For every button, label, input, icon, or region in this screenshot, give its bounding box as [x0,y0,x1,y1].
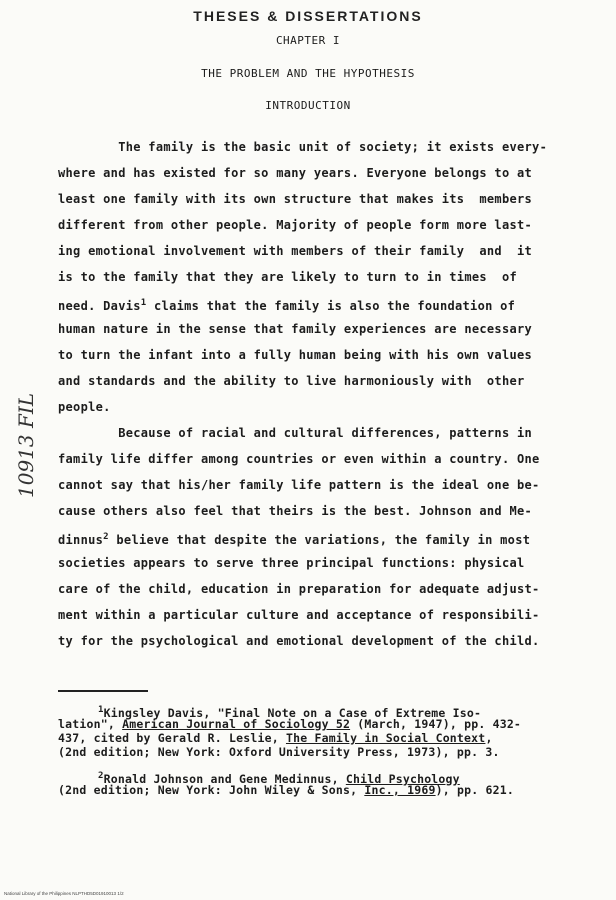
footnote-text: 437, cited by Gerald R. Leslie, [58,731,286,745]
footnote-1-line: (2nd edition; New York: Oxford University Press, 1973), pp. 3. [58,745,500,759]
footnote-2-line [58,784,514,797]
theses-dissertations-stamp: THESES & DISSERTATIONS [193,8,423,24]
paragraph-line: Because of racial and cultural differences, patterns in [58,426,533,440]
footnote-1-line [58,732,493,745]
paragraph-line: different from other people. Majority of people form more last- [58,218,533,232]
paragraph-line: cannot say that his/her family life pattern is the ideal one be- [58,478,540,492]
line-text: need. Davis [58,299,141,313]
book-title: The Family in Social Context [285,731,486,745]
paragraph-line: care of the child, education in preparation for adequate adjust- [58,582,540,596]
paragraph-line: to turn the infant into a fully human being with his own values [58,348,533,362]
paragraph-line: least one family with its own structure that makes its members [58,192,533,206]
paragraph-line: societies appears to serve three principal functions: physical [58,556,525,570]
footnote-ref-1: 1 [140,298,147,308]
book-title: Child Psychology [345,771,460,786]
paragraph-line: where and has existed for so many years. Everyone belongs to at [58,166,533,180]
footnote-2-number: 2 [98,771,104,781]
line-text: believe that despite the variations, the family in most [108,533,531,547]
footnote-ref-2: 2 [103,532,109,542]
footnote-1-number: 1 [98,705,104,715]
handwritten-accession-note: 10913 FIL [14,392,38,498]
footnote-divider [58,690,148,692]
paragraph-line: human nature in the sense that family experiences are necessary [58,322,533,336]
footnote-text: lation", [58,717,123,731]
footnote-text: (2nd edition; New York: John Wiley & Sons, [58,783,365,797]
paragraph-line: ing emotional involvement with members of their family and it [58,244,533,258]
footnote-1-line [58,718,521,731]
paragraph-line: ty for the psychological and emotional development of the child. [58,634,540,648]
paragraph-line: is to the family that they are likely to turn to in times of [58,270,518,284]
journal-title: American Journal of Sociology 52 [122,717,351,731]
paragraph-line: family life differ among countries or even within a country. One [58,452,540,466]
footnote-text: (March, 1947), pp. 432- [350,717,522,731]
paragraph-line-davis [58,296,515,313]
library-footer: National Library of the Philippines NLPTHD5D01910013 1/2 [4,891,124,896]
footnote-text: ), pp. 621. [435,783,514,797]
paragraph-line: people. [58,400,111,414]
line-text: dinnus [58,533,104,547]
paragraph-line: and standards and the ability to live harmoniously with other [58,374,525,388]
section-heading: INTRODUCTION [265,99,351,112]
publisher-year: Inc., 1969 [364,783,436,797]
paragraph-line: cause others also feel that theirs is the best. Johnson and Me- [58,504,533,518]
chapter-title: THE PROBLEM AND THE HYPOTHESIS [201,67,415,80]
line-text: claims that the family is also the foundation of [146,299,516,313]
paragraph-line-medinnus [58,530,530,547]
footnote-text: Kingsley Davis, "Final Note on a Case of Extreme Iso- [103,705,482,720]
footnote-text: , [485,731,493,745]
chapter-heading: CHAPTER I [275,34,341,47]
paragraph-line: ment within a particular culture and acceptance of responsibili- [58,608,540,622]
paragraph-line: The family is the basic unit of society; it exists every- [58,140,548,154]
footnote-text: Ronald Johnson and Gene Medinnus, [103,771,346,786]
